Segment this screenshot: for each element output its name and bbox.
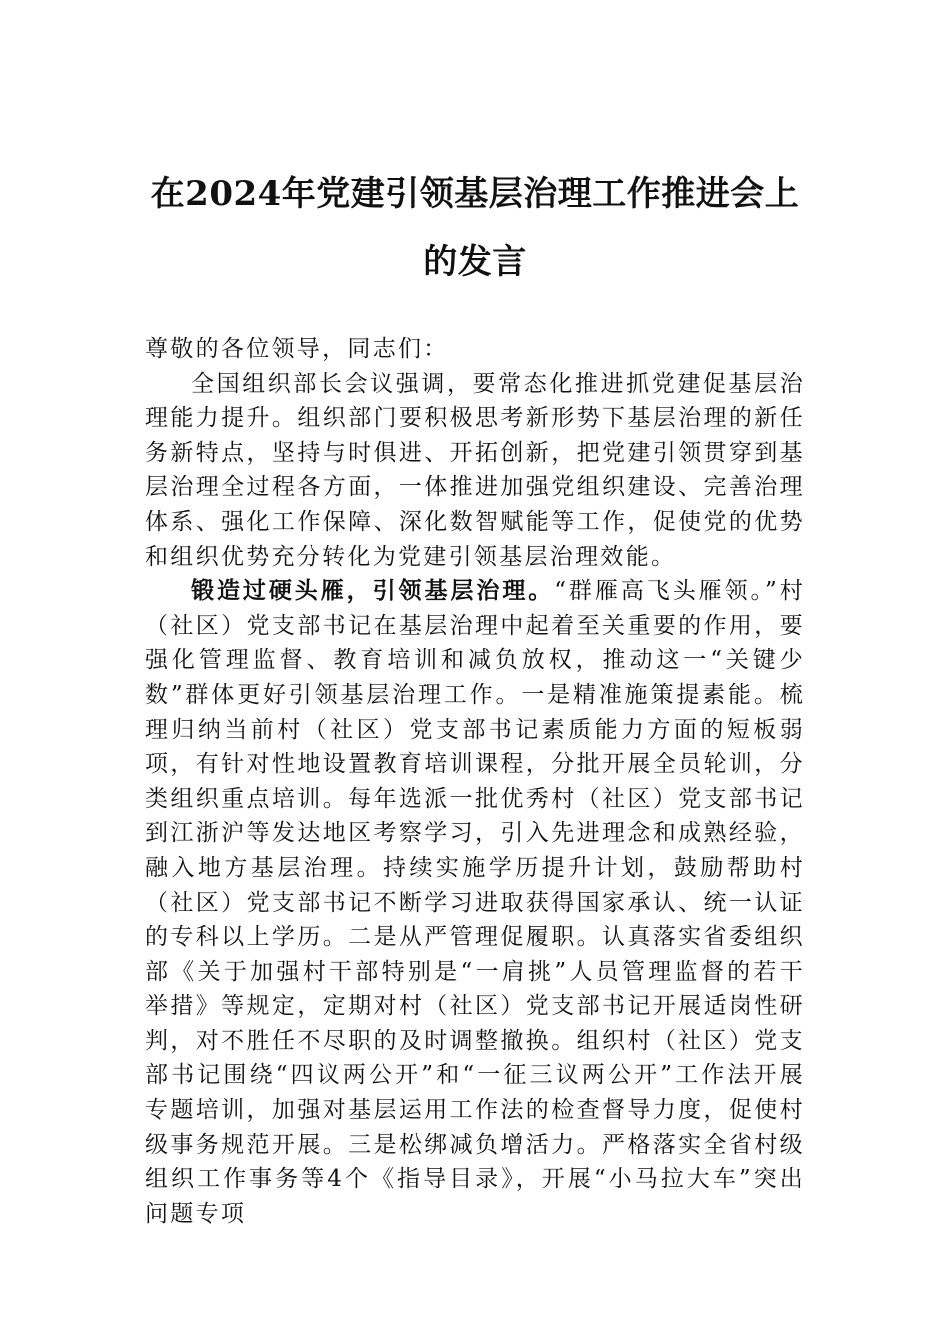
salutation: 尊敬的各位领导，同志们： [145, 336, 449, 362]
paragraph-text: 全国组织部长会议强调，要常态化推进抓党建促基层治理能力提升。组织部门要积极思考新形势下基层治理的新任务新特点，坚持与时俱进、开拓创新，把党建引领贯穿到基层治理全过程各方面，一体推进加强党组织建设、完善治理体系、强化工作保障、深化数智赋能等工作，促使党的优势和组织优势充分转化为党建引领基层治理效能。 [145, 370, 805, 570]
paragraph-intro [145, 367, 805, 575]
document-title [145, 0, 805, 296]
paragraph-section-1 [145, 574, 805, 1231]
title-line-2: 的发言 [423, 242, 527, 282]
section-heading: 锻造过硬头雁，引领基层治理。 [191, 578, 555, 605]
title-line-1: 在2024年党建引领基层治理工作推进会上 [150, 174, 800, 214]
document-page [145, 0, 805, 1231]
paragraph-text: “群雁高飞头雁领。”村（社区）党支部书记在基层治理中起着至关重要的作用，要强化管理监督、教育培训和减负放权，推动这一“关键少数”群体更好引领基层治理工作。一是精准施策提素能。梳理归纳当前村（社区）党支部书记素质能力方面的短板弱项，有针对性地设置教育培训课程，分批开展全员轮训，分类组织重点培训。每年选派一批优秀村（社区）党支部书记到江浙沪等发达地区考察学习，引入先进理念和成熟经验，融入地方基层治理。持续实施学历提升计划，鼓励帮助村（社区）党支部书记不断学习进取获得国家承认、统一认证的专科以上学历。二是从严管理促履职。认真落实省委组织部《关于加强村干部特别是“一肩挑”人员管理监督的若干举措》等规定，定期对村（社区）党支部书记开展适岗性研判，对不胜任不尽职的及时调整撤换。组织村（社区）党支部书记围绕“四议两公开”和“一征三议两公开”工作法开展专题培训，加强对基层运用工作法的检查督导力度，促使村级事务规范开展。三是松绑减负增活力。严格落实全省村级组织工作事务等4个《指导目录》，开展“小马拉大车”突出问题专项 [145, 578, 805, 1227]
document-body [145, 332, 805, 1231]
